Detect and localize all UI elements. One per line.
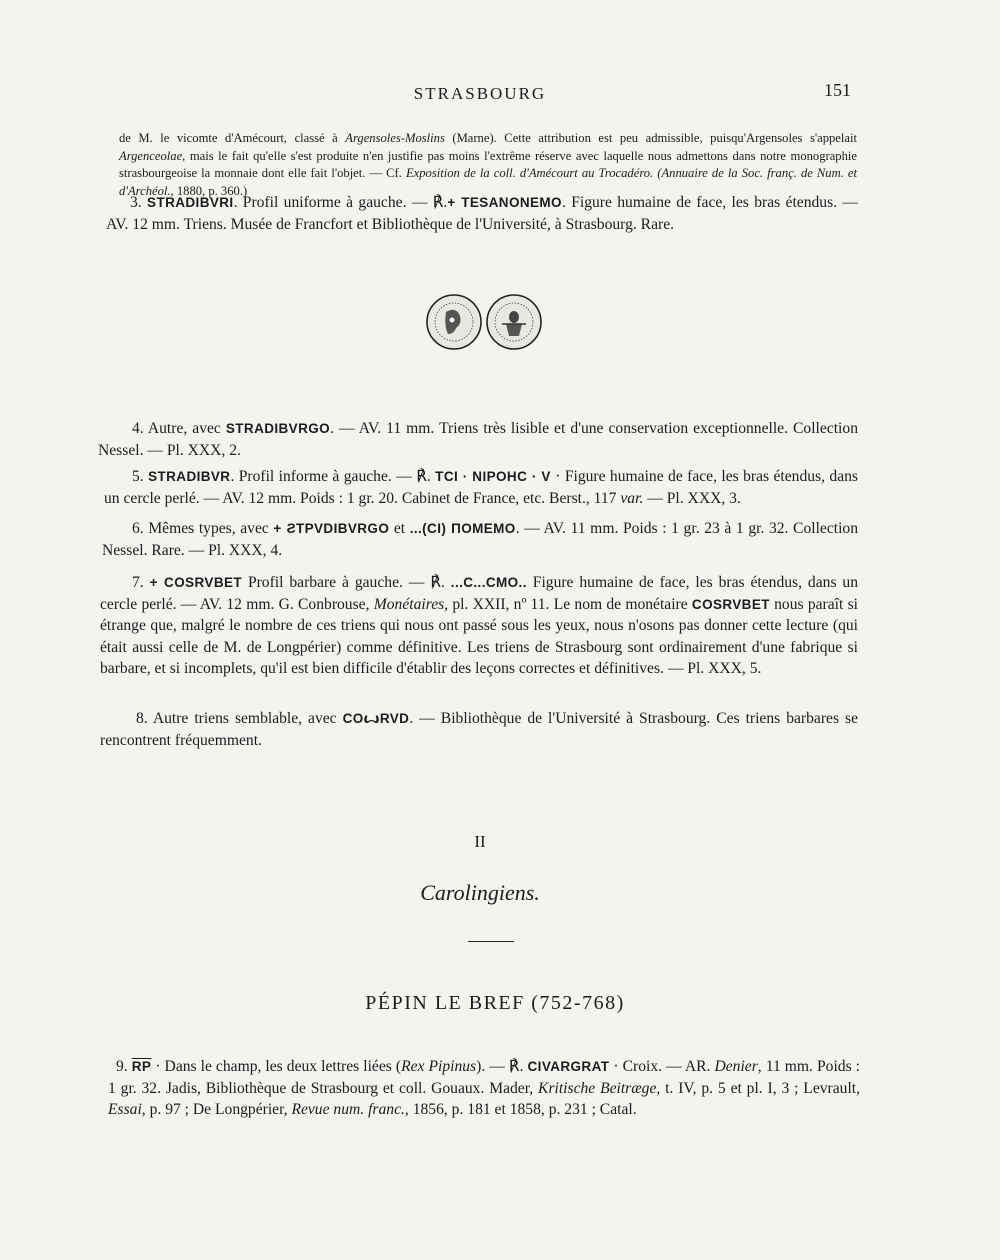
page-number: 151	[824, 80, 851, 100]
entry-5: 5. STRADIBVR. Profil informe à gauche. — ℟. TCI · NIPOHC · V · Figure humaine de face, les bras étendus, dans un cercle perlé. — AV. 12 mm. Poids : 1 gr. 20. Cabinet de France, etc. Berst., 117 var. — Pl. XXX, 3.	[104, 468, 858, 507]
coin-obverse	[427, 295, 481, 349]
running-header: STRASBOURG	[413, 84, 547, 103]
coin-reverse	[487, 295, 541, 349]
entry-4: 4. Autre, avec STRADIBVRGO. — AV. 11 mm. Triens très lisible et d'une conservation exceptionnelle. Collection Nessel. — Pl. XXX, 2.	[98, 420, 858, 459]
entry-8: 8. Autre triens semblable, avec COꙍRVD. — Bibliothèque de l'Université à Strasbourg. Ces triens barbares se rencontrent fréquemment.	[100, 710, 858, 749]
section-divider	[468, 941, 514, 942]
coins-illustration	[424, 290, 544, 354]
intro-paragraph: de M. le vicomte d'Amécourt, classé à Argensoles-Moslins (Marne). Cette attribution est peu admissible, puisqu'Argensoles s'appelait Argenceolae, mais le fait qu'elle s'est produite n'en justifie pas moins l'extrême réserve avec laquelle nous admettons dans notre monographie strasbourgeoise la monnaie dont elle fait l'objet. — Cf. Exposition de la coll. d'Amécourt au Trocadéro. (Annuaire de la Soc. franç. de Num. et d'Archéol., 1880, p. 360.)	[119, 131, 858, 198]
section-title: Carolingiens.	[420, 880, 540, 905]
entry-9: 9. $\overline{RP}$ · Dans le champ, les deux lettres liées (Rex Pipinus). — ℟. CIVARGRAT · Croix. — AR. Denier, 11 mm. Poids : 1 gr. 32. Jadis, Bibliothèque de Strasbourg et coll. Gouaux. Mader, Kritische Beitræge, t. IV, p. 5 et pl. I, 3 ; Levrault, Essai, p. 97 ; De Longpérier, Revue num. franc., 1856, p. 181 et 1858, p. 231 ; Catal.	[108, 1058, 861, 1118]
section-number: II	[474, 832, 486, 851]
reign-heading: PÉPIN LE BREF (752-768)	[365, 992, 625, 1014]
entry-6: 6. Mêmes types, avec + ƧTPVDIBVRGO et ...(CI) ПOMEMO. — AV. 11 mm. Poids : 1 gr. 23 à 1 gr. 32. Collection Nessel. Rare. — Pl. XXX, 4.	[102, 520, 859, 559]
entry-3: 3. STRADIBVRI. Profil uniforme à gauche. — ℟.+ TESANONEMO. Figure humaine de face, les bras étendus. — AV. 12 mm. Triens. Musée de Francfort et Bibliothèque de l'Université, à Strasbourg. Rare.	[106, 194, 858, 233]
entry-7: 7. + COSRVBET Profil barbare à gauche. — ℟. ...C...CMO.. Figure humaine de face, les bras étendus, dans un cercle perlé. — AV. 12 mm. G. Conbrouse, Monétaires, pl. XXII, nº 11. Le nom de monétaire COSRVBET nous paraît si étrange que, malgré le nombre de ces triens qui nous ont passé sous les yeux, nous n'osons pas donner cette lecture (qui était aussi celle de M. de Longpérier) comme définitive. Les triens de Strasbourg sont ordinairement d'une fabrique si barbare, et si incomplets, qu'il est bien difficile d'établir des leçons correctes et définitives. — Pl. XXX, 5.	[100, 574, 859, 677]
